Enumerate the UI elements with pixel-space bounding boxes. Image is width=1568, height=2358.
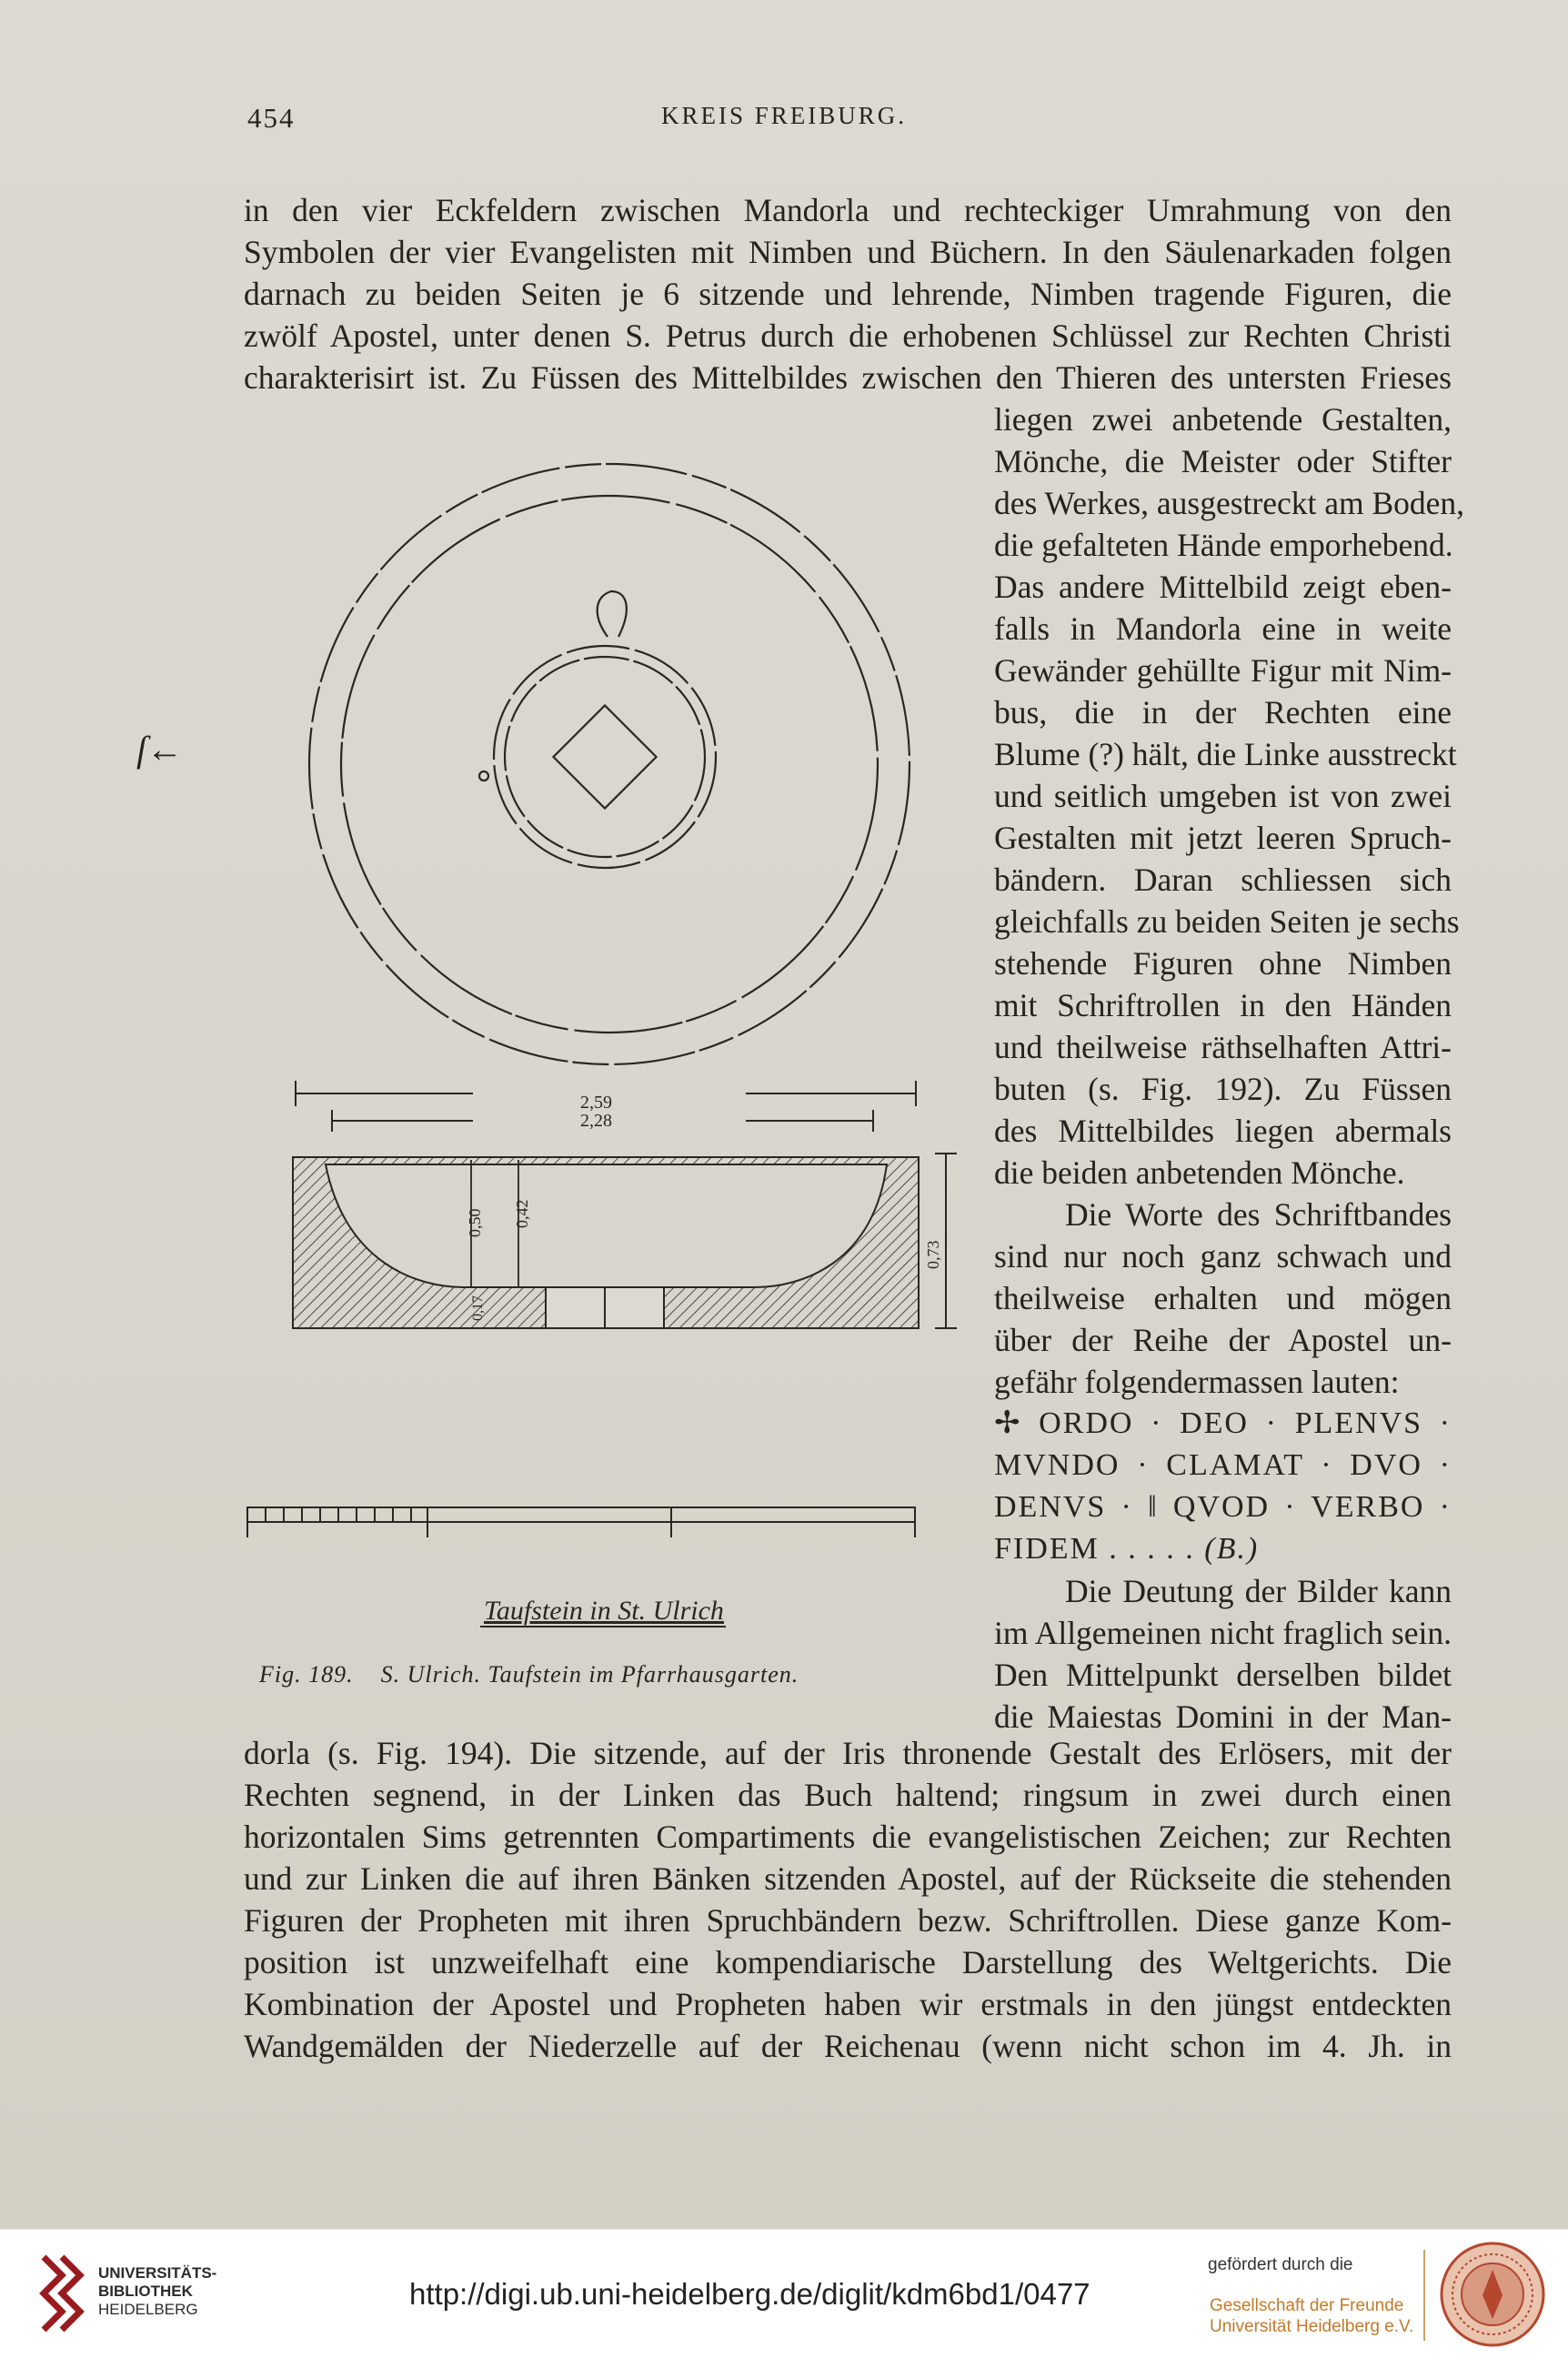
dim-outer-label: 2,59	[580, 1093, 612, 1113]
text-line: Die Deutung der Bilder kann	[1065, 1573, 1452, 1609]
library-line: UNIVERSITÄTS-	[98, 2264, 217, 2282]
text-line: in den vier Eckfeldern zwischen Mandorla und rechteckiger Umrahmung von den	[244, 192, 1452, 228]
text-line: position ist unzweifelhaft eine kompendiarische Darstellung des Weltgerichts. Die	[244, 1944, 1452, 1980]
university-seal-icon	[1439, 2241, 1546, 2348]
inscription-line: DENVS · ‖ QVOD · VERBO ·	[994, 1490, 1452, 1524]
inscription-author: (B.)	[1204, 1532, 1260, 1566]
inscription-line: MVNDO · CLAMAT · DVO ·	[994, 1448, 1452, 1482]
outer-rim	[309, 464, 910, 1064]
text-line: und seitlich umgeben ist von zwei	[994, 778, 1452, 814]
text-line: Die Worte des Schriftbandes	[1065, 1196, 1452, 1233]
text-line: darnach zu beiden Seiten je 6 sitzende und lehrende, Nimben tragende Figuren, die	[244, 276, 1452, 312]
text-line: horizontalen Sims getrennten Compartiments die evangelistischen Zeichen; zur Rechten	[244, 1819, 1452, 1855]
text-line: falls in Mandorla eine in weite	[994, 610, 1452, 647]
text-line: und zur Linken die auf ihren Bänken sitzenden Apostel, auf der Rückseite die stehenden	[244, 1860, 1452, 1897]
running-title: KREIS FREIBURG.	[660, 102, 908, 129]
text-line: über der Reihe der Apostel un-	[994, 1322, 1452, 1358]
dim-depth-label-2: 0,42	[513, 1199, 531, 1228]
text-line: bus, die in der Rechten eine	[994, 694, 1452, 731]
footer-divider	[1423, 2250, 1425, 2341]
text-line: Symbolen der vier Evangelisten mit Nimben und Büchern. In den Säulenarkaden folgen	[244, 234, 1452, 270]
text-line: gefähr folgendermassen lauten:	[994, 1364, 1400, 1400]
text-line: zwölf Apostel, unter denen S. Petrus durch die erhobenen Schlüssel zur Rechten Christi	[244, 317, 1452, 354]
text-line: des Mittelbildes liegen abermals	[994, 1113, 1452, 1149]
sponsor-label: gefördert durch die	[1208, 2255, 1353, 2274]
text-line: mit Schriftrollen in den Händen	[994, 987, 1452, 1023]
text-line: buten (s. Fig. 192). Zu Füssen	[994, 1071, 1452, 1107]
inner-rim	[341, 496, 878, 1033]
text-line: Das andere Mittelbild zeigt eben-	[994, 569, 1452, 605]
text-line: Rechten segnend, in der Linken das Buch haltend; ringsum in zwei durch einen	[244, 1777, 1452, 1813]
text-line: die beiden anbetenden Mönche.	[994, 1154, 1405, 1191]
text-line: und theilweise räthselhaften Attri-	[994, 1029, 1452, 1065]
text-line: Wandgemälden der Niederzelle auf der Reichenau (wenn nicht schon im 4. Jh. in	[244, 2028, 1452, 2064]
permalink-url[interactable]: http://digi.ub.uni-heidelberg.de/diglit/kdm6bd1/0477	[409, 2277, 1091, 2311]
sponsor-name	[1210, 2295, 1413, 2337]
text-line: Gestalten mit jetzt leeren Spruch-	[994, 820, 1452, 856]
text-line: des Werkes, ausgestreckt am Boden,	[994, 485, 1465, 521]
plan-view	[309, 464, 910, 1064]
baptismal-font-drawing	[246, 418, 942, 1647]
text-line: Mönche, die Meister oder Stifter	[994, 443, 1452, 479]
text-line: die gefalteten Hände emporhebend.	[994, 527, 1453, 563]
text-line: gleichfalls zu beiden Seiten je sechs	[994, 903, 1460, 940]
text-line: im Allgemeinen nicht fraglich sein.	[994, 1615, 1452, 1651]
library-line: HEIDELBERG	[98, 2301, 198, 2318]
footer-bar	[0, 2229, 1568, 2358]
text-line: charakterisirt ist. Zu Füssen des Mittelbildes zwischen den Thieren des untersten Frieses	[244, 359, 1452, 396]
inscription-end: FIDEM . . . . .	[994, 1532, 1195, 1566]
figure-caption	[259, 1661, 914, 1688]
dim-inner-label: 2,28	[580, 1111, 612, 1131]
text-line: stehende Figuren ohne Nimben	[994, 945, 1452, 982]
text-line: sind nur noch ganz schwach und	[994, 1238, 1452, 1275]
text-line: theilweise erhalten und mögen	[994, 1280, 1452, 1316]
drain-square	[553, 705, 656, 808]
scale-bar	[247, 1507, 915, 1537]
library-line: BIBLIOTHEK	[98, 2282, 193, 2300]
paragraph-side	[994, 398, 1465, 1738]
dim-base-label: 0,17	[470, 1295, 486, 1321]
inscription-line: ✢ ORDO · DEO · PLENVS ·	[994, 1406, 1452, 1440]
basin-ring-outer	[494, 646, 716, 868]
paragraph-bottom	[244, 1732, 1452, 2067]
figure-title: S. Ulrich. Taufstein im Pfarrhausgarten.	[380, 1661, 799, 1688]
text-line: Blume (?) hält, die Linke ausstreckt	[994, 736, 1457, 772]
university-library-logo-icon	[35, 2253, 89, 2333]
side-hole	[479, 771, 488, 781]
spout-loop	[598, 591, 627, 637]
page-number: 454	[247, 102, 296, 134]
dim-height-label: 0,73	[924, 1240, 942, 1269]
text-line: Den Mittelpunkt derselben bildet	[994, 1657, 1452, 1693]
sponsor-line: Gesellschaft der Freunde	[1210, 2296, 1404, 2315]
figure-number: Fig. 189.	[259, 1661, 354, 1688]
text-line: bändern. Daran schliessen sich	[994, 862, 1452, 898]
text-line: die Maiestas Domini in der Man-	[994, 1698, 1452, 1735]
text-line: Gewänder gehüllte Figur mit Nim-	[994, 652, 1452, 689]
inscription-line	[994, 1528, 1452, 1570]
text-line: liegen zwei anbetende Gestalten,	[994, 401, 1452, 438]
text-line: Kombination der Apostel und Propheten haben wir erstmals in den jüngst entdeckten	[244, 1986, 1452, 2022]
margin-mark: ſ←	[136, 729, 184, 770]
library-name	[98, 2264, 216, 2319]
text-line: Figuren der Propheten mit ihren Spruchbändern bezw. Schriftrollen. Diese ganze Kom-	[244, 1902, 1452, 1939]
text-line: dorla (s. Fig. 194). Die sitzende, auf der Iris thronende Gestalt des Erlösers, mit der	[244, 1735, 1452, 1771]
paragraph-top	[244, 189, 1452, 398]
section-view	[293, 1157, 919, 1328]
dim-depth-label-1: 0,50	[466, 1208, 484, 1237]
handwritten-label: Taufstein in St. Ulrich	[484, 1596, 724, 1626]
sponsor-line: Universität Heidelberg e.V.	[1210, 2317, 1414, 2336]
basin-ring-inner	[505, 657, 705, 857]
